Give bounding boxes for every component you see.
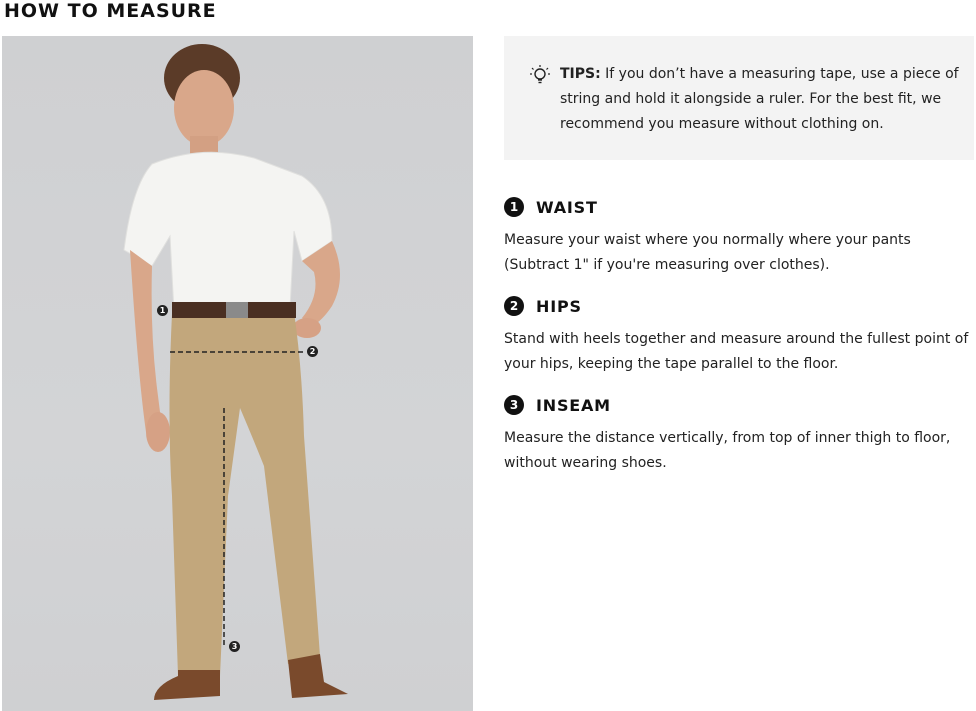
tips-text bbox=[560, 62, 960, 137]
lightbulb-icon bbox=[529, 64, 551, 86]
tips-body: If you don’t have a measuring tape, use a piece of string and hold it alongside a ruler. For the best fit, we recommend you measure without clothing on. bbox=[560, 66, 959, 132]
section-hips bbox=[504, 294, 974, 377]
left-hand bbox=[146, 412, 170, 452]
right-boot bbox=[288, 654, 348, 698]
section-title-hips: HIPS bbox=[536, 296, 582, 316]
number-badge-2: 2 bbox=[504, 296, 524, 316]
section-body-hips: Stand with heels together and measure around the fullest point of your hips, keeping the tape parallel to the floor. bbox=[504, 331, 969, 372]
number-badge-3: 3 bbox=[504, 395, 524, 415]
section-body-waist: Measure your waist where you normally where your pants (Subtract 1" if you're measuring over clothes). bbox=[504, 232, 911, 273]
tips-box bbox=[504, 36, 974, 160]
t-shirt bbox=[124, 152, 332, 312]
section-inseam bbox=[504, 393, 974, 476]
section-title-inseam: INSEAM bbox=[536, 395, 611, 415]
section-body-inseam: Measure the distance vertically, from top of inner thigh to floor, without wearing shoes. bbox=[504, 430, 951, 471]
marker-hips: 2 bbox=[307, 346, 318, 357]
marker-inseam: 3 bbox=[229, 641, 240, 652]
model-photo bbox=[2, 36, 473, 711]
number-badge-1: 1 bbox=[504, 197, 524, 217]
left-arm bbox=[130, 250, 162, 432]
pants bbox=[170, 312, 321, 676]
belt-buckle bbox=[226, 302, 248, 318]
page-title: HOW TO MEASURE bbox=[4, 0, 217, 22]
left-boot bbox=[154, 670, 220, 700]
section-title-waist: WAIST bbox=[536, 197, 598, 217]
tips-label: TIPS: bbox=[560, 66, 601, 82]
marker-waist: 1 bbox=[157, 305, 168, 316]
head bbox=[174, 70, 234, 146]
right-hand bbox=[293, 318, 321, 338]
section-waist bbox=[504, 195, 974, 278]
